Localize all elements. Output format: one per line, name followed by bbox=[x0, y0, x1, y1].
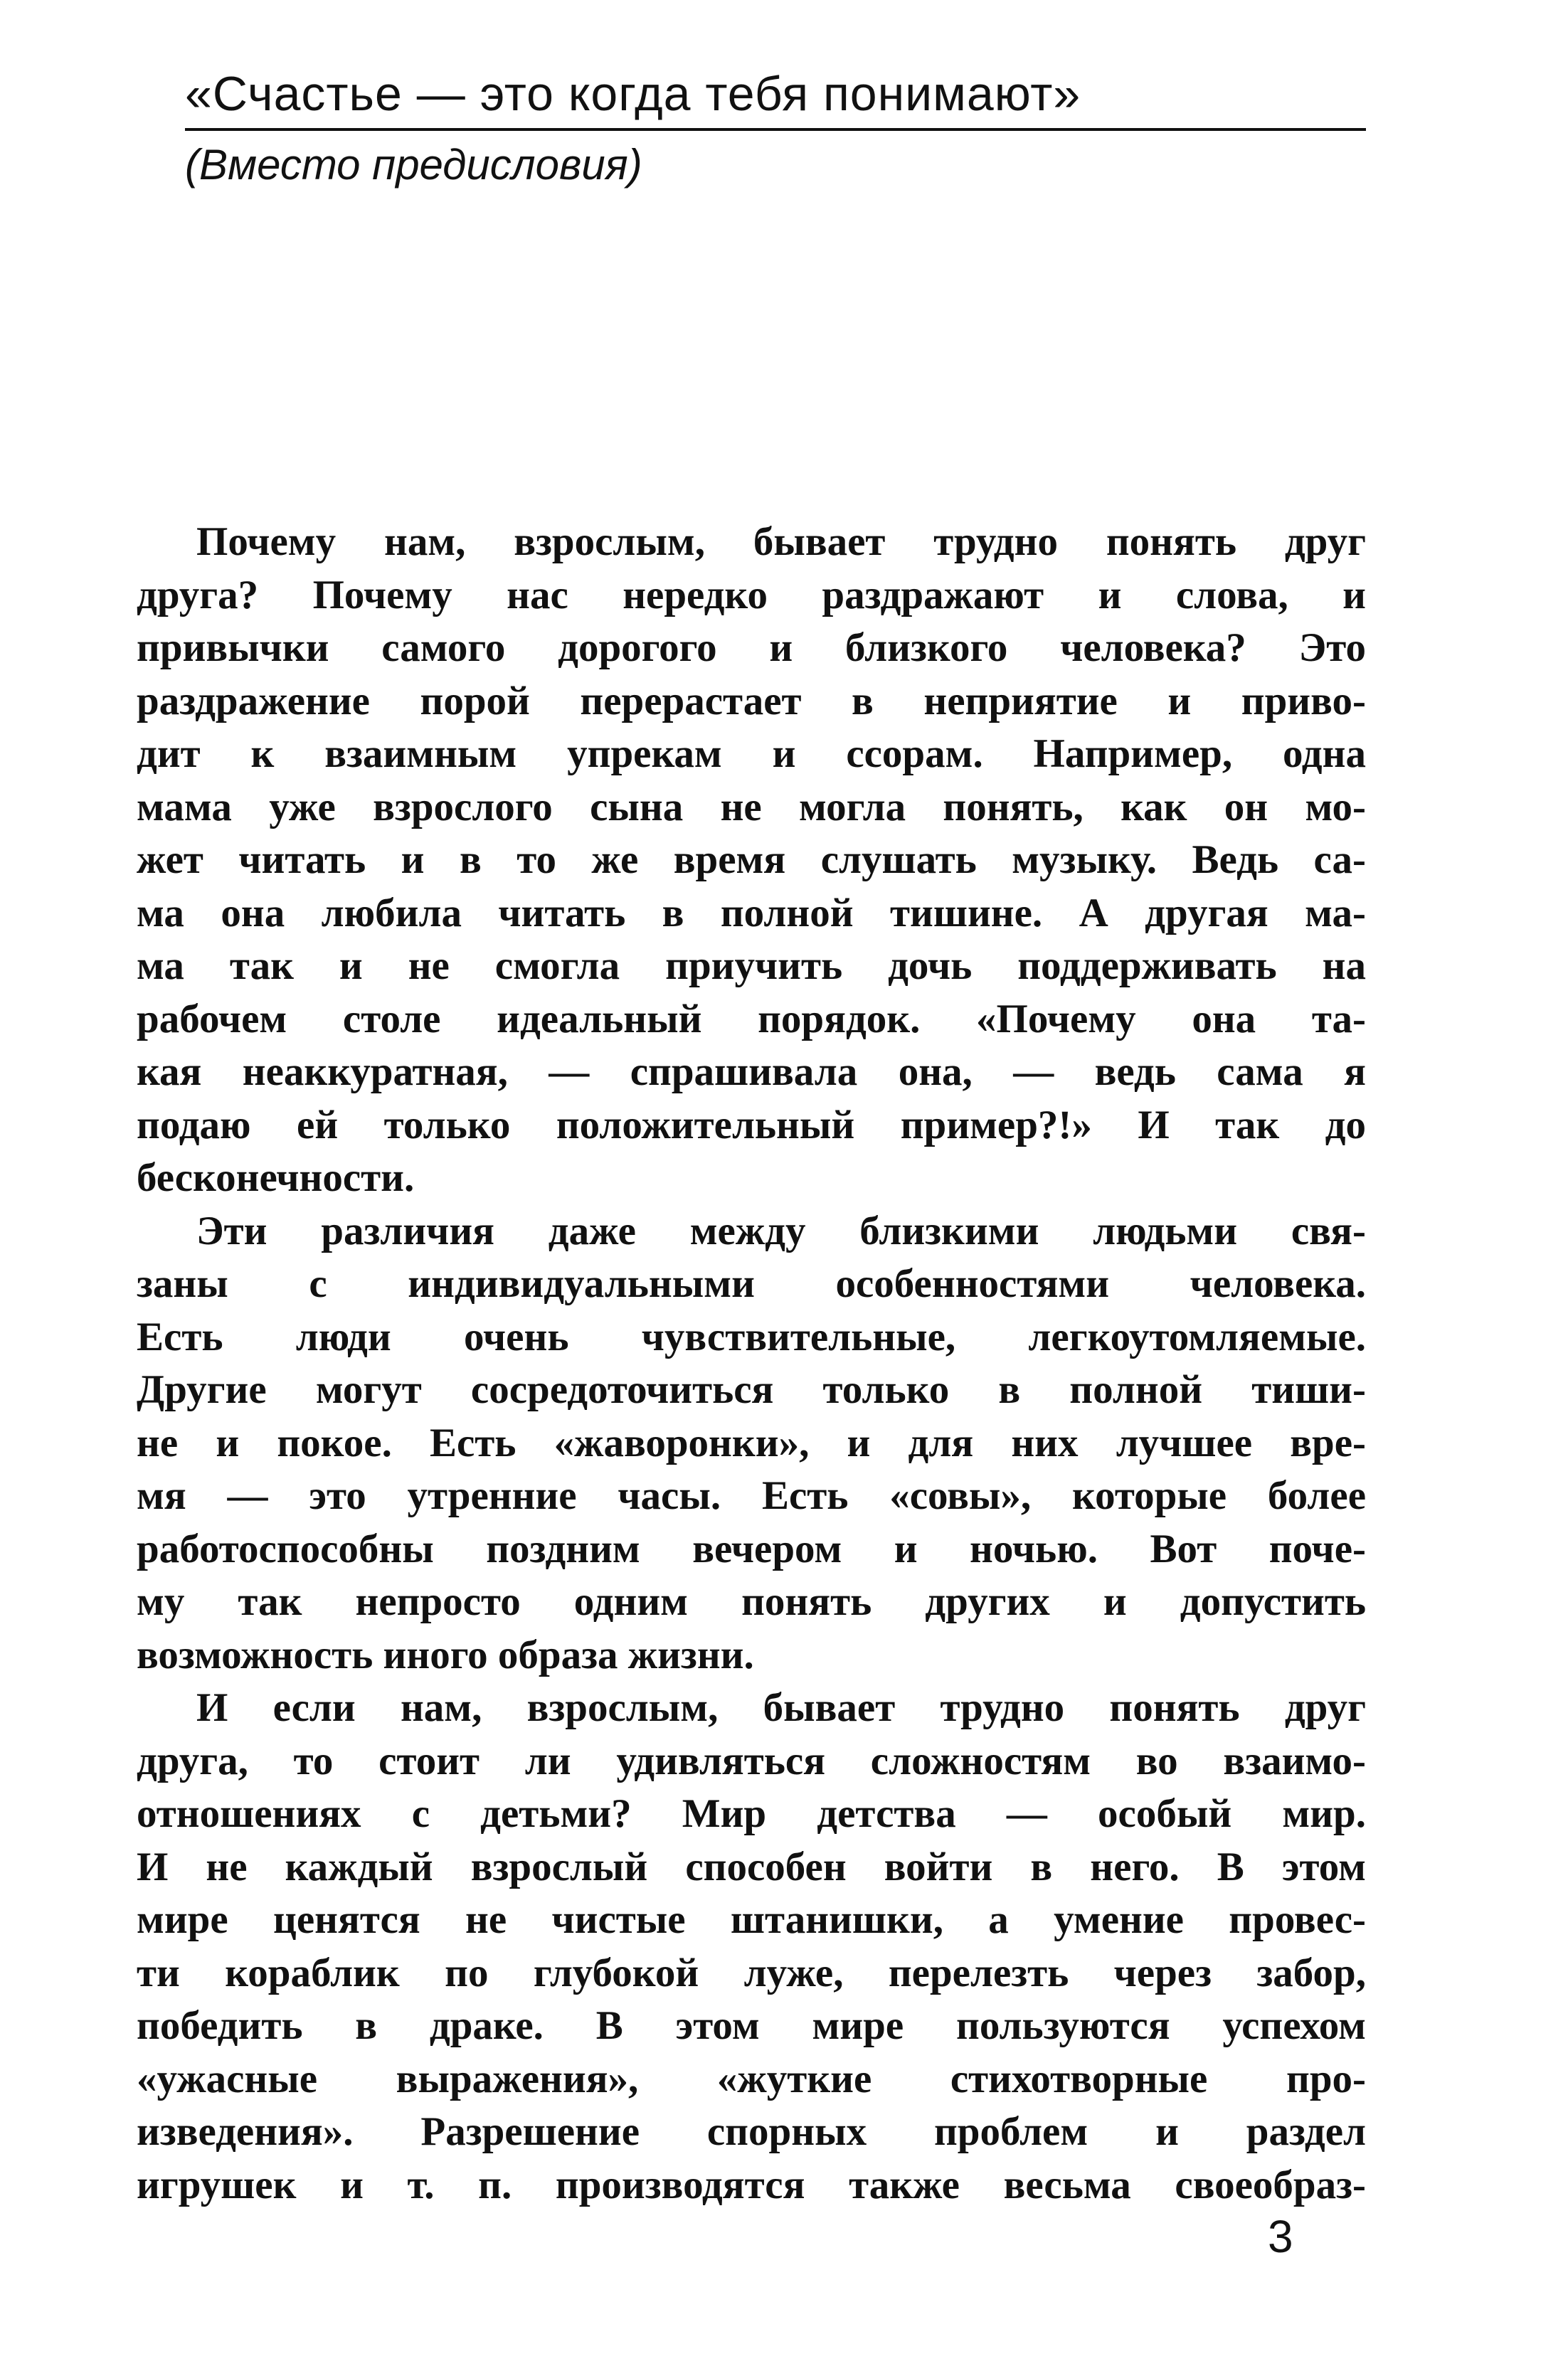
text-line: отношениях с детьми? Мир детства — особый мир. bbox=[137, 1791, 1366, 1836]
text-line: Есть люди очень чувствительные, легкоутомляемые. bbox=[137, 1314, 1366, 1359]
page-number: 3 bbox=[1268, 2211, 1293, 2262]
text-line: ма так и не смогла приучить дочь поддерживать на bbox=[137, 943, 1366, 988]
text-line: мя — это утренние часы. Есть «совы», которые более bbox=[137, 1473, 1366, 1518]
text-line: заны с индивидуальными особенностями человека. bbox=[137, 1261, 1366, 1306]
text-line: бесконечности. bbox=[137, 1155, 415, 1200]
text-line: жет читать и в то же время слушать музыку. Ведь са- bbox=[137, 837, 1366, 882]
text-line: И не каждый взрослый способен войти в него. В этом bbox=[137, 1844, 1366, 1889]
paragraph-1 bbox=[137, 516, 1366, 1205]
text-line: игрушек и т. п. производятся также весьма своеобраз- bbox=[137, 2162, 1366, 2207]
chapter-heading bbox=[185, 64, 1366, 192]
text-line: мама уже взрослого сына не могла понять, как он мо- bbox=[137, 784, 1366, 829]
text-line: рабочем столе идеальный порядок. «Почему она та- bbox=[137, 996, 1366, 1041]
paragraph-3 bbox=[137, 1682, 1366, 2212]
chapter-subtitle: (Вместо предисловия) bbox=[185, 141, 642, 189]
text-line: не и покое. Есть «жаворонки», и для них лучшее вре- bbox=[137, 1420, 1366, 1465]
text-line: друга? Почему нас нередко раздражают и слова, и bbox=[137, 572, 1366, 617]
text-line: мире ценятся не чистые штанишки, а умение провес- bbox=[137, 1897, 1366, 1942]
text-line: изведения». Разрешение спорных проблем и раздел bbox=[137, 2109, 1366, 2154]
chapter-title: «Счастье — это когда тебя понимают» bbox=[185, 64, 1366, 131]
text-line: Другие могут сосредоточиться только в полной тиши- bbox=[137, 1367, 1366, 1412]
text-line: дит к взаимным упрекам и ссорам. Например, одна bbox=[137, 731, 1366, 776]
text-line: кая неаккуратная, — спрашивала она, — ведь сама я bbox=[137, 1049, 1366, 1094]
text-line: победить в драке. В этом мире пользуются успехом bbox=[137, 2003, 1366, 2048]
text-line: «ужасные выражения», «жуткие стихотворные про- bbox=[137, 2056, 1366, 2101]
paragraph-2 bbox=[137, 1205, 1366, 1682]
text-line: Эти различия даже между близкими людьми свя- bbox=[196, 1208, 1366, 1253]
text-line: раздражение порой перерастает в неприятие и приво- bbox=[137, 678, 1366, 723]
text-line: И если нам, взрослым, бывает трудно понять друг bbox=[196, 1685, 1366, 1730]
text-line: привычки самого дорогого и близкого человека? Это bbox=[137, 625, 1366, 670]
text-line: работоспособны поздним вечером и ночью. Вот поче- bbox=[137, 1526, 1366, 1571]
text-line: му так непросто одним понять других и допустить bbox=[137, 1579, 1366, 1624]
text-line: друга, то стоит ли удивляться сложностям во взаимо- bbox=[137, 1738, 1366, 1783]
text-line: ма она любила читать в полной тишине. А другая ма- bbox=[137, 890, 1366, 935]
text-line: ти кораблик по глубокой луже, перелезть через забор, bbox=[137, 1950, 1366, 1995]
text-line: Почему нам, взрослым, бывает трудно понять друг bbox=[196, 519, 1366, 564]
body-text bbox=[137, 516, 1366, 2212]
text-line: подаю ей только положительный пример?!» И так до bbox=[137, 1102, 1366, 1147]
text-line: возможность иного образа жизни. bbox=[137, 1632, 754, 1677]
